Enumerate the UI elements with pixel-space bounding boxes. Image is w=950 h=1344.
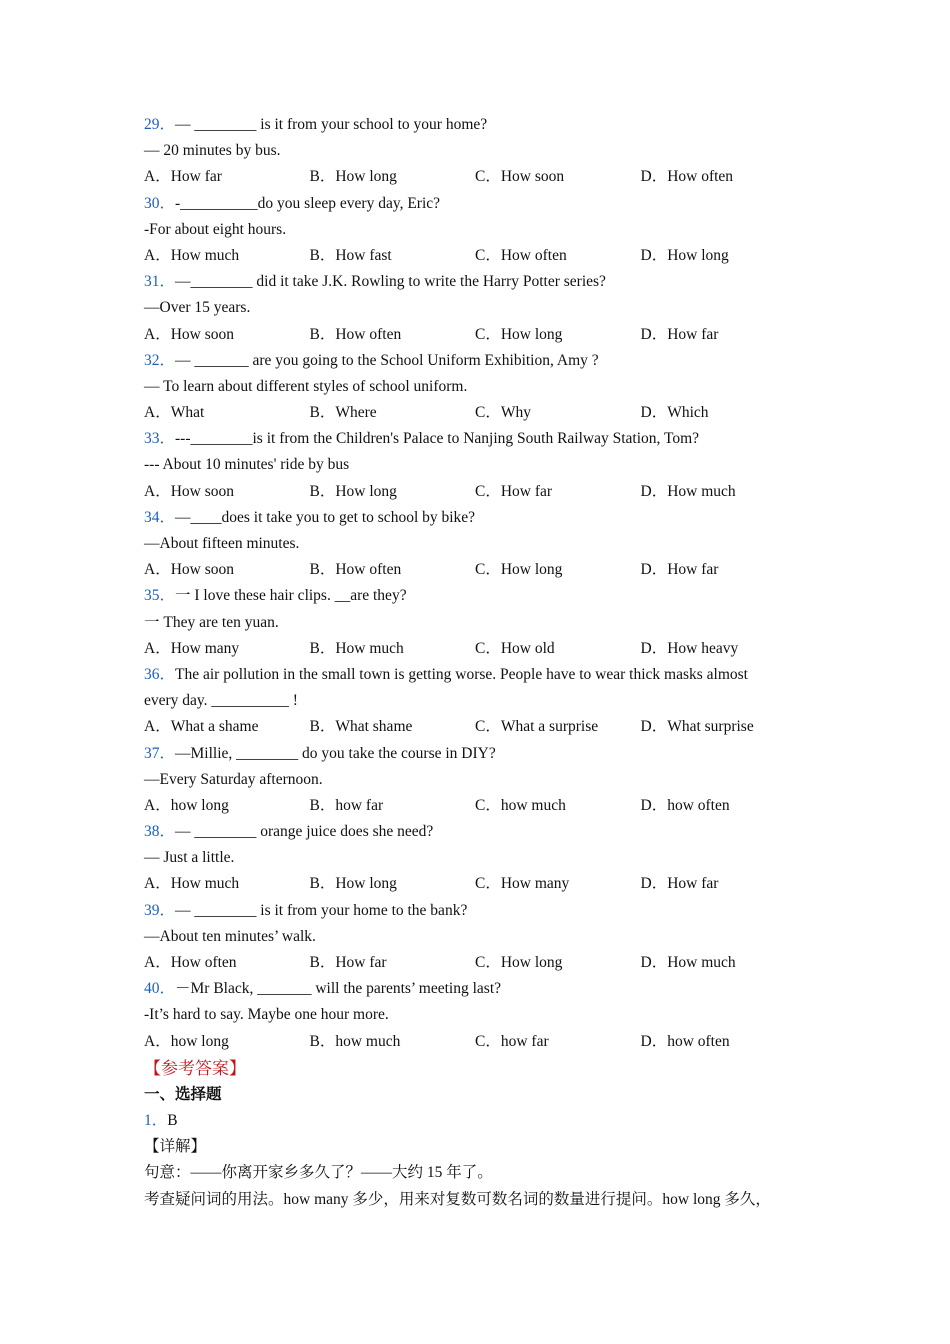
answer-line — [144, 1108, 824, 1134]
options-row — [144, 714, 824, 740]
question-block — [144, 819, 824, 898]
options-row — [144, 243, 824, 269]
option-d: D．how often — [640, 1032, 730, 1050]
question-reply: -It’s hard to say. Maybe one hour more. — [144, 1006, 389, 1024]
option-b: B．How long — [309, 875, 397, 893]
question-reply: —Every Saturday afternoon. — [144, 770, 323, 788]
question-stem — [144, 976, 824, 1002]
question-reply: — 20 minutes by bus. — [144, 142, 281, 160]
option-c: C．How long — [475, 954, 563, 971]
question-stem — [144, 662, 824, 688]
option-d: D．How far — [640, 875, 719, 893]
question-number: 40． — [144, 980, 176, 998]
question-block — [144, 741, 824, 820]
option-a: A．how long — [144, 796, 229, 814]
question-text: —____does it take you to get to school by bike? — [175, 508, 476, 526]
option-c: C．How far — [475, 482, 553, 500]
question-number: 32． — [144, 351, 176, 369]
question-reply: —About ten minutes’ walk. — [144, 927, 316, 945]
options-row — [144, 1029, 824, 1055]
option-b: B．How often — [309, 561, 402, 579]
option-b: B．Where — [309, 404, 377, 422]
option-a: A．How soon — [144, 561, 234, 579]
question-block — [144, 898, 824, 977]
question-reply: — Just a little. — [144, 849, 235, 867]
question-block — [144, 505, 824, 584]
answer-section — [144, 1055, 824, 1213]
question-list — [144, 112, 824, 1055]
option-a: A．How many — [144, 639, 240, 657]
question-text: —________ did it take J.K. Rowling to write the Harry Potter series? — [175, 273, 606, 291]
option-a: A．What — [144, 404, 205, 422]
question-reply: --- About 10 minutes' ride by bus — [144, 456, 350, 474]
question-block — [144, 348, 824, 427]
question-number: 33． — [144, 430, 176, 448]
option-a: A．how long — [144, 1032, 229, 1050]
option-a: A．How soon — [144, 325, 234, 343]
option-b: B．How much — [309, 639, 404, 657]
answer-title: 【参考答案】 — [144, 1058, 246, 1078]
question-stem — [144, 348, 824, 374]
question-reply: —About fifteen minutes. — [144, 535, 300, 552]
question-reply: -For about eight hours. — [144, 220, 287, 238]
detail-label: 【详解】 — [144, 1138, 207, 1156]
option-b: B．How long — [309, 168, 397, 186]
option-c: C．How often — [475, 246, 567, 264]
question-stem — [144, 191, 824, 217]
question-number: 30． — [144, 194, 176, 212]
option-d: D．Which — [640, 404, 709, 422]
question-stem — [144, 112, 824, 138]
options-row — [144, 557, 824, 583]
option-b: B．how far — [309, 796, 384, 814]
option-b: B．How fast — [309, 246, 392, 264]
option-b: B．How far — [309, 954, 387, 971]
option-b: B．how much — [309, 1032, 401, 1050]
question-block — [144, 583, 824, 662]
question-stem — [144, 898, 824, 924]
answer-value: B — [167, 1111, 178, 1129]
question-text: ---________is it from the Children's Palace to Nanjing South Railway Station, Tom? — [175, 430, 700, 448]
question-text: — ________ orange juice does she need? — [175, 823, 434, 841]
options-row — [144, 793, 824, 819]
option-c: C．How old — [475, 639, 555, 657]
option-c: C．how far — [475, 1032, 549, 1050]
question-reply: — To learn about different styles of school uniform. — [144, 377, 468, 395]
question-reply: —Over 15 years. — [144, 299, 251, 317]
document-page — [144, 112, 824, 1213]
question-number: 31． — [144, 273, 176, 291]
option-d: D．How long — [640, 246, 729, 264]
option-d: D．How far — [640, 561, 719, 579]
option-a: A．How much — [144, 875, 240, 893]
question-number: 37． — [144, 744, 176, 762]
option-a: A．How far — [144, 168, 222, 186]
question-number: 29． — [144, 116, 176, 133]
option-d: D．How far — [640, 325, 719, 343]
question-number: 34． — [144, 508, 176, 526]
sentence-meaning: 句意：——你离开家乡多久了？——大约 15 年了。 — [144, 1164, 493, 1182]
options-row — [144, 871, 824, 897]
question-number: 35． — [144, 587, 176, 605]
question-reply: 一 They are ten yuan. — [144, 613, 279, 631]
question-text: －Mr Black, _______ will the parents’ meeting last? — [175, 980, 502, 998]
question-stem — [144, 505, 824, 531]
question-number: 39． — [144, 901, 176, 919]
option-d: D．How often — [640, 168, 734, 186]
question-number: 36． — [144, 665, 176, 683]
options-row — [144, 164, 824, 190]
option-a: A．How much — [144, 246, 240, 264]
option-d: D．How much — [640, 482, 736, 500]
option-a: A．What a shame — [144, 718, 259, 736]
question-block — [144, 112, 824, 191]
question-block — [144, 269, 824, 348]
question-number: 38． — [144, 823, 176, 841]
option-d: D．how often — [640, 796, 730, 814]
option-a: A．How often — [144, 954, 237, 971]
option-b: B．What shame — [309, 718, 413, 736]
question-text: — ________ is it from your home to the bank? — [175, 901, 468, 919]
question-stem — [144, 819, 824, 845]
question-stem — [144, 269, 824, 295]
option-d: D．What surprise — [640, 718, 754, 736]
option-c: C．How soon — [475, 168, 565, 186]
section-heading: 一、选择题 — [144, 1085, 222, 1103]
options-row — [144, 950, 824, 976]
option-c: C．Why — [475, 404, 531, 422]
question-stem — [144, 426, 824, 452]
options-row — [144, 479, 824, 505]
question-text: — _______ are you going to the School Uniform Exhibition, Amy ? — [175, 351, 599, 369]
question-text: -__________do you sleep every day, Eric? — [175, 194, 441, 212]
explanation-text: 考查疑问词的用法。how many 多少，用来对复数可数名词的数量进行提问。how long 多久， — [144, 1190, 771, 1208]
answer-number: 1． — [144, 1111, 168, 1129]
option-b: B．How often — [309, 325, 402, 343]
option-c: C．How long — [475, 325, 563, 343]
question-text: —Millie, ________ do you take the course in DIY? — [175, 744, 496, 762]
question-reply: every day. __________ ! — [144, 692, 298, 710]
question-stem — [144, 583, 824, 609]
option-c: C．How long — [475, 561, 563, 579]
options-row — [144, 400, 824, 426]
option-d: D．How heavy — [640, 639, 739, 657]
option-c: C．how much — [475, 796, 566, 814]
options-row — [144, 636, 824, 662]
question-stem — [144, 741, 824, 767]
option-b: B．How long — [309, 482, 397, 500]
question-text: 一 I love these hair clips. __are they? — [175, 587, 407, 605]
question-text: — ________ is it from your school to your home? — [175, 116, 488, 133]
question-block — [144, 191, 824, 270]
question-block — [144, 976, 824, 1055]
option-c: C．How many — [475, 875, 570, 893]
question-block — [144, 426, 824, 505]
question-text: The air pollution in the small town is getting worse. People have to wear thick masks almost — [175, 665, 748, 683]
option-a: A．How soon — [144, 482, 234, 500]
option-d: D．How much — [640, 954, 736, 971]
options-row — [144, 322, 824, 348]
option-c: C．What a surprise — [475, 718, 599, 736]
question-block — [144, 662, 824, 741]
